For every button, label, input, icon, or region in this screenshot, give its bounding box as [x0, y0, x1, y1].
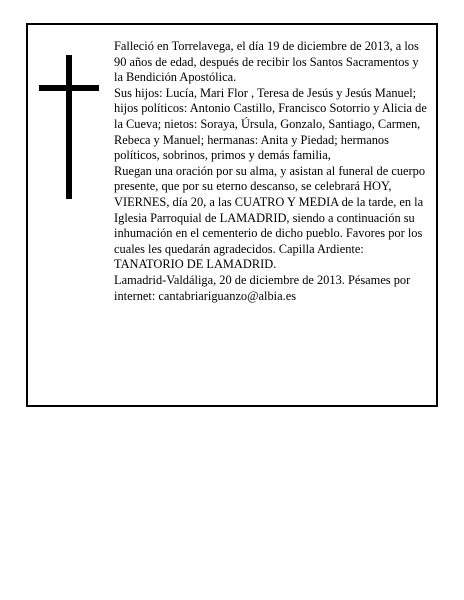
funeral-details-paragraph: Ruegan una oración por su alma, y asistan al funeral de cuerpo presente, que por su eterno descanso, se celebrará HOY, VIERNES, día 20, a las CUATRO Y MEDIA de la tarde, en la Iglesia Parroquial de LAMADRID, siendo a continuación su inhumación en el cementerio de dicho pueblo. Favores por los cuales les quedarán agradecidos. Capilla Ardiente: TANATORIO DE LAMADRID. — [114, 163, 426, 272]
obituary-notice — [26, 23, 438, 407]
place-date-condolences-paragraph: Lamadrid-Valdáliga, 20 de diciembre de 2013. Pésames por internet: cantabriariguanzo@albia.es — [114, 272, 411, 303]
cross-vertical-bar — [66, 55, 72, 199]
notice-text — [114, 39, 429, 304]
cross-horizontal-bar — [39, 85, 99, 91]
death-announcement-paragraph: Falleció en Torrelavega, el día 19 de diciembre de 2013, a los 90 años de edad, después de recibir los Santos Sacramentos y la Bendición Apostólica. — [114, 39, 419, 85]
cross-icon — [39, 55, 99, 199]
family-paragraph: Sus hijos: Lucía, Mari Flor , Teresa de Jesús y Jesús Manuel; hijos políticos: Antonio Castillo, Francisco Sotorrio y Alicia de la Cueva; nietos: Soraya, Úrsula, Gonzalo, Santiago, Carmen, Rebeca y Manuel; hermanas: Anita y Piedad; hermanos políticos, sobrinos, primos y demás familia, — [114, 85, 427, 163]
